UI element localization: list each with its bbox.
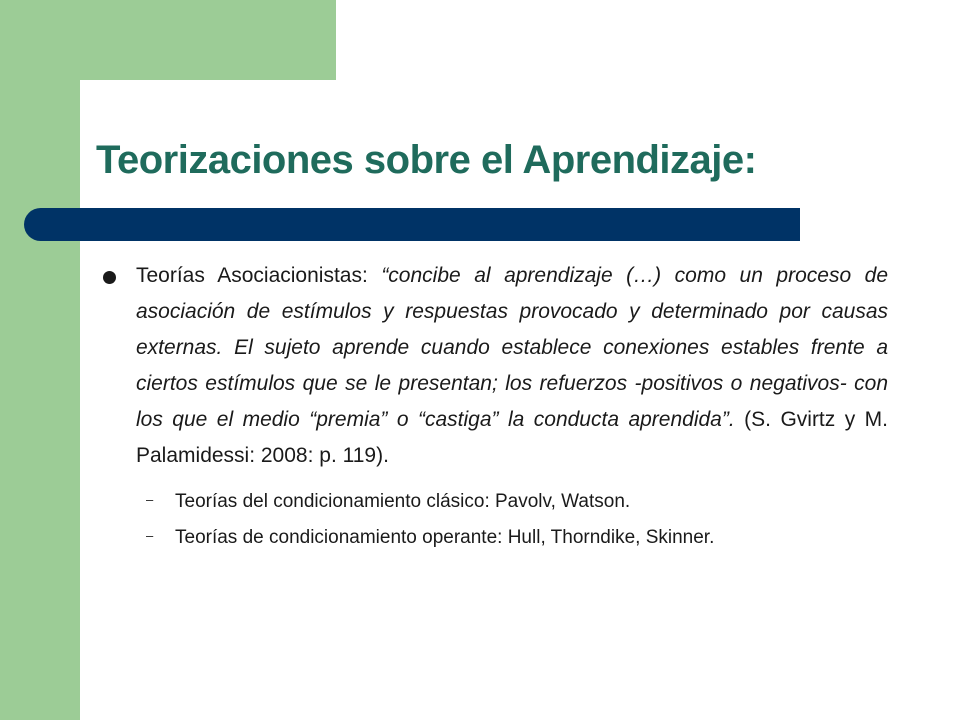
dash-icon: – [146, 492, 154, 507]
sub-bullet-list [100, 488, 888, 552]
slide-body [100, 258, 888, 560]
sub-bullet-text: Teorías de condicionamiento operante: Hull, Thorndike, Skinner. [175, 527, 715, 548]
green-top-band [0, 0, 336, 80]
green-side-band [0, 0, 80, 720]
bullet-quote: “concibe al aprendizaje (…) como un proceso de asociación de estímulos y respuestas provocado y determinado por causas externas. El sujeto aprende cuando establece conexiones estables frente a ciertos estímulos que se le presentan; los refuerzos -positivos o negativos- con los que el medio “premia” o “castiga” la conducta aprendida”. [136, 264, 888, 431]
sub-bullet-item [146, 488, 888, 516]
title-underline-bar [24, 208, 800, 241]
bullet-lead: Teorías Asociacionistas: [136, 264, 382, 287]
slide-title: Teorizaciones sobre el Aprendizaje: [96, 138, 757, 182]
bullet-citation: (S. Gvirtz y M. Palamidessi: 2008: p. 119). [136, 408, 889, 467]
bullet-text [136, 258, 888, 474]
sub-bullet-text: Teorías del condicionamiento clásico: Pavolv, Watson. [175, 491, 631, 512]
sub-bullet-item [146, 524, 888, 552]
bullet-dot-icon [103, 271, 116, 284]
dash-icon: – [146, 528, 154, 543]
bullet-item [100, 258, 888, 474]
